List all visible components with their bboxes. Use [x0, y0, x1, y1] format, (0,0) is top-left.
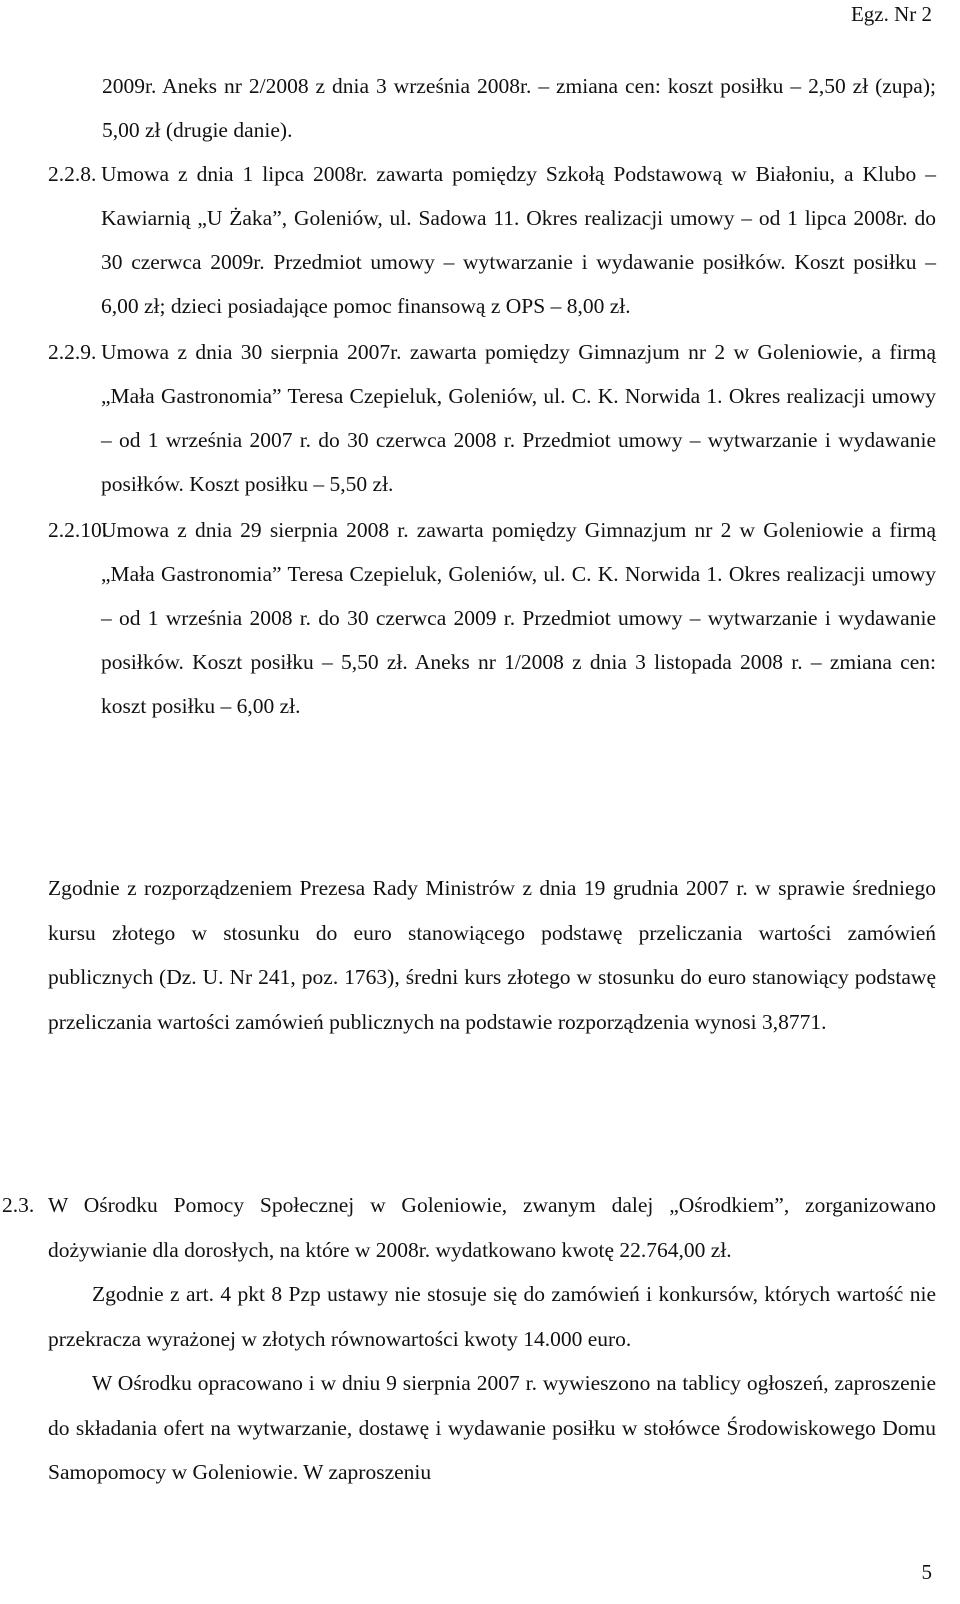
section-2-3	[2, 1183, 936, 1495]
section-paragraph: W Ośrodku Pomocy Społecznej w Goleniowie, zwanym dalej „Ośrodkiem”, zorganizowano dożywianie dla dorosłych, na które w 2008r. wydatkowano kwotę 22.764,00 zł.	[48, 1193, 936, 1262]
item-number: 2.2.10.	[48, 518, 108, 542]
page-number: 5	[921, 1560, 932, 1584]
contracts-list	[48, 64, 936, 730]
item-number: 2.2.8.	[48, 162, 97, 186]
item-text: Umowa z dnia 1 lipca 2008r. zawarta pomiędzy Szkołą Podstawową w Białoniu, a Klubo – Kawiarnią „U Żaka”, Goleniów, ul. Sadowa 11. Okres realizacji umowy – od 1 lipca 2008r. do 30 czerwca 2009r. Przedmiot umowy – wytwarzanie i wydawanie posiłków. Koszt posiłku – 6,00 zł; dzieci posiadające pomoc finansową z OPS – 8,00 zł.	[101, 162, 936, 318]
list-item	[48, 152, 936, 328]
regulation-paragraph: Zgodnie z rozporządzeniem Prezesa Rady Ministrów z dnia 19 grudnia 2007 r. w sprawie średniego kursu złotego w stosunku do euro stanowiącego podstawę przeliczania wartości zamówień publicznych (Dz. U. Nr 241, poz. 1763), średni kurs złotego w stosunku do euro stanowiący podstawę przeliczania wartości zamówień publicznych na podstawie rozporządzenia wynosi 3,8771.	[48, 876, 936, 1034]
section-body	[48, 1183, 936, 1495]
continued-item-text: 2009r. Aneks nr 2/2008 z dnia 3 września 2008r. – zmiana cen: koszt posiłku – 2,50 zł (zupa); 5,00 zł (drugie danie).	[102, 74, 936, 142]
copy-number-label: Egz. Nr 2	[850, 2, 932, 26]
section-paragraph: Zgodnie z art. 4 pkt 8 Pzp ustawy nie stosuje się do zamówień i konkursów, których wartość nie przekracza wyrażonej w złotych równowartości kwoty 14.000 euro.	[48, 1282, 936, 1351]
item-number: 2.2.9.	[48, 340, 97, 364]
section-paragraph: W Ośrodku opracowano i w dniu 9 sierpnia 2007 r. wywieszono na tablicy ogłoszeń, zaproszenie do składania ofert na wytwarzanie, dostawę i wydawanie posiłku w stołówce Środowiskowego Domu Samopomocy w Goleniowie. W zaproszeniu	[48, 1371, 936, 1484]
item-text: Umowa z dnia 29 sierpnia 2008 r. zawarta pomiędzy Gimnazjum nr 2 w Goleniowie a firmą „Mała Gastronomia” Teresa Czepieluk, Goleniów, ul. C. K. Norwida 1. Okres realizacji umowy – od 1 września 2008 r. do 30 czerwca 2009 r. Przedmiot umowy – wytwarzanie i wydawanie posiłków. Koszt posiłku – 5,50 zł. Aneks nr 1/2008 z dnia 3 listopada 2008 r. – zmiana cen: koszt posiłku – 6,00 zł.	[101, 518, 936, 718]
section-number: 2.3.	[2, 1193, 35, 1217]
list-item	[48, 330, 936, 506]
item-text: Umowa z dnia 30 sierpnia 2007r. zawarta pomiędzy Gimnazjum nr 2 w Goleniowie, a firmą „Mała Gastronomia” Teresa Czepieluk, Goleniów, ul. C. K. Norwida 1. Okres realizacji umowy – od 1 września 2007 r. do 30 czerwca 2008 r. Przedmiot umowy – wytwarzanie i wydawanie posiłków. Koszt posiłku – 5,50 zł.	[101, 340, 936, 496]
list-item	[48, 508, 936, 728]
